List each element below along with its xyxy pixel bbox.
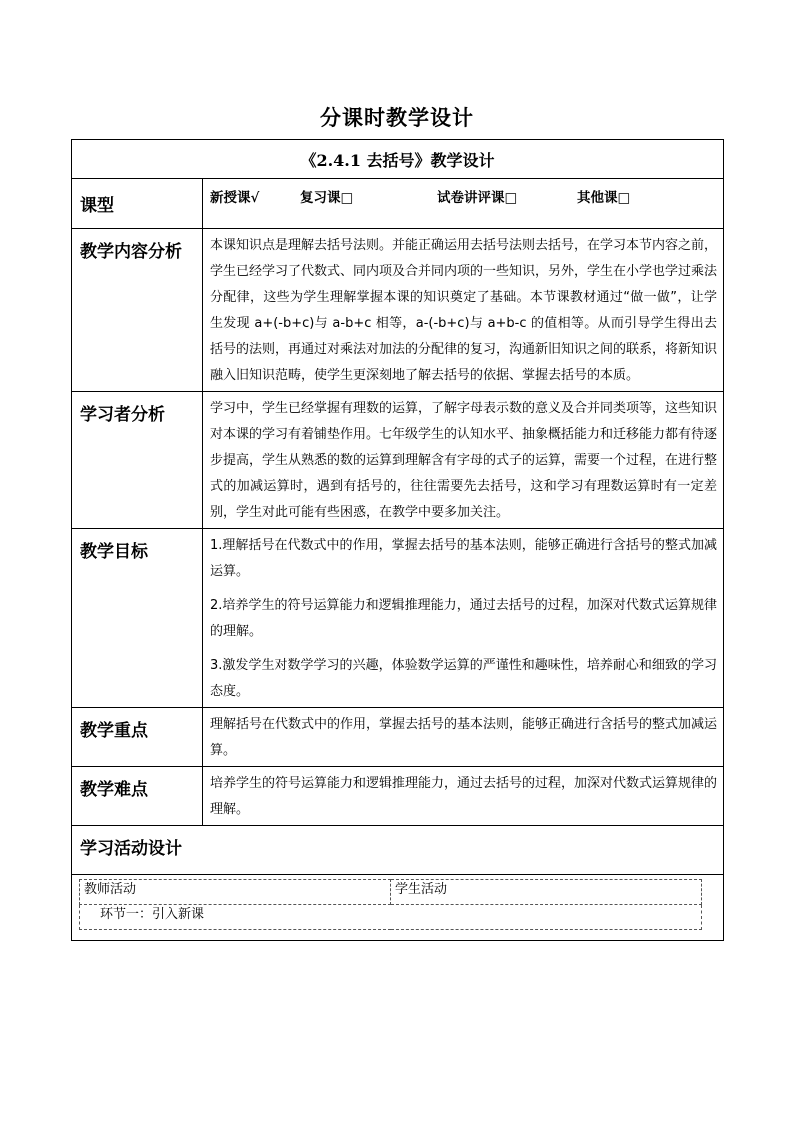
student-activity-header: 学生活动 xyxy=(391,880,702,905)
difficult-points-paragraph: 培养学生的符号运算能力和逻辑推理能力，通过去括号的过程，加深对代数式运算规律的理解。 xyxy=(210,776,718,817)
teaching-goals-label: 教学目标 xyxy=(72,529,203,708)
course-type-review[interactable]: 复习课□ xyxy=(300,190,354,206)
difficult-points-text xyxy=(203,767,724,826)
course-type-label: 课型 xyxy=(72,179,203,229)
difficult-points-row xyxy=(72,767,724,826)
teaching-goal-item: 1.理解括号在代数式中的作用，掌握去括号的基本法则，能够正确进行含括号的整式加减运算。 xyxy=(210,538,717,579)
course-type-options xyxy=(203,179,724,229)
teacher-activity-header: 教师活动 xyxy=(80,880,391,905)
learner-analysis-row xyxy=(72,392,724,529)
content-analysis-row xyxy=(72,229,724,392)
page-title: 分课时教学设计 xyxy=(320,106,474,130)
course-type-new[interactable]: 新授课√ xyxy=(210,190,260,206)
activity-design-label: 学习活动设计 xyxy=(72,826,724,875)
activity-table xyxy=(79,879,702,930)
course-type-exam-review[interactable]: 试卷讲评课□ xyxy=(437,190,518,206)
activity-design-cell xyxy=(72,875,724,941)
teaching-goals-list xyxy=(203,529,724,708)
learner-analysis-paragraph: 学习中，学生已经掌握有理数的运算，了解字母表示数的意义及合并同类项等，这些知识对本课的学习有着铺垫作用。七年级学生的认知水平、抽象概括能力和迁移能力都有待逐步提高，学生从熟悉的数的运算到理解含有字母的式子的运算，需要一个过程，在进行整式的加减运算时，遇到有括号的，往往需要先去括号，这和学习有理数运算时有一定差别，学生对此可能有些困惑，在教学中要多加关注。 xyxy=(210,401,718,520)
key-points-text xyxy=(203,708,724,767)
course-type-other[interactable]: 其他课□ xyxy=(577,190,631,206)
activity-segment-title: 环节一：引入新课 xyxy=(80,905,702,930)
lesson-title: 《2.4.1 去括号》教学设计 xyxy=(72,140,724,179)
content-analysis-label: 教学内容分析 xyxy=(72,229,203,392)
content-analysis-paragraph: 本课知识点是理解去括号法则。并能正确运用去括号法则去括号，在学习本节内容之前，学生已经学习了代数式、同内项及合并同内项的一些知识，另外，学生在小学也学过乘法分配律，这些为学生理解掌握本课的知识奠定了基础。本节课教材通过“做一做”，让学生发现 a+(-b+c)与 a-b+c 相等，a-(-b+c)与 a+b-c 的值相等。从而引导学生得出去括号的法则，再通过对乘法对加法的分配律的复习，沟通新旧知识之间的联系，将新知识融入旧知识范畴，使学生更深刻地了解去括号的依据、掌握去括号的本质。 xyxy=(210,238,718,383)
activity-segment-row xyxy=(80,905,702,930)
activity-design-header-row xyxy=(72,826,724,875)
teaching-goals-row xyxy=(72,529,724,708)
difficult-points-label: 教学难点 xyxy=(72,767,203,826)
learner-analysis-text xyxy=(203,392,724,529)
teaching-goal-item: 2.培养学生的符号运算能力和逻辑推理能力，通过去括号的过程，加深对代数式运算规律的理解。 xyxy=(210,598,717,639)
activity-design-row xyxy=(72,875,724,941)
key-points-paragraph: 理解括号在代数式中的作用，掌握去括号的基本法则，能够正确进行含括号的整式加减运算。 xyxy=(210,717,718,758)
content-analysis-text xyxy=(203,229,724,392)
key-points-row xyxy=(72,708,724,767)
key-points-label: 教学重点 xyxy=(72,708,203,767)
learner-analysis-label: 学习者分析 xyxy=(72,392,203,529)
lesson-title-row xyxy=(72,140,724,179)
activity-table-header xyxy=(80,880,702,905)
course-type-row xyxy=(72,179,724,229)
lesson-design-table xyxy=(71,139,724,941)
teaching-goal-item: 3.激发学生对数学学习的兴趣，体验数学运算的严谨性和趣味性，培养耐心和细致的学习态度。 xyxy=(210,658,717,699)
